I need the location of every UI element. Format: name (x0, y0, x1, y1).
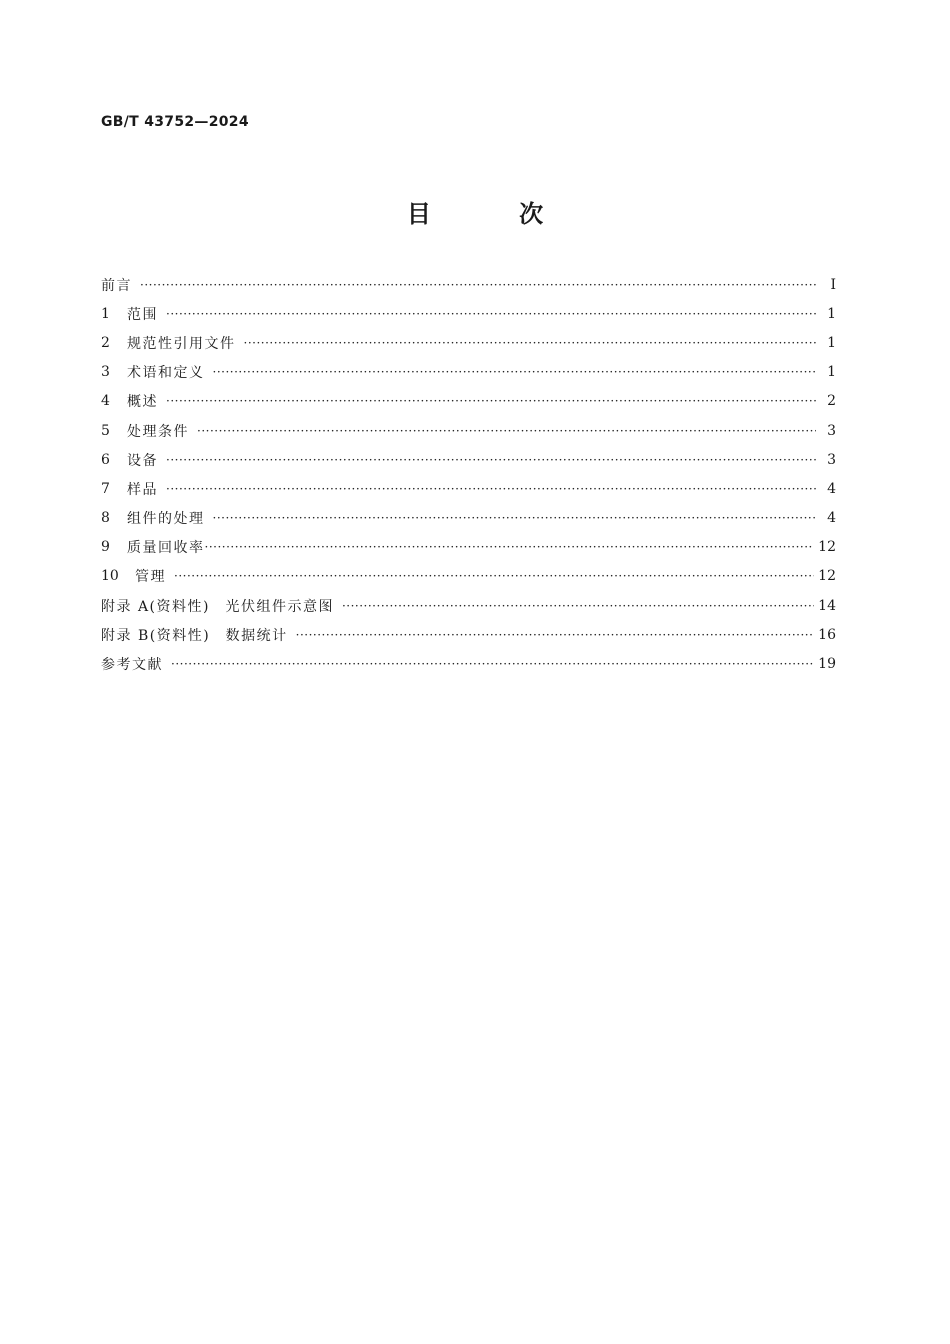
toc-page-number: 14 (818, 597, 836, 614)
toc-dot-leader (171, 657, 814, 671)
toc-dot-leader (213, 365, 817, 379)
toc-entry-number: 10 (101, 568, 119, 585)
toc-entry-label: 质量回收率 (127, 540, 205, 557)
toc-entry-annex-a[interactable] (101, 591, 836, 620)
toc-page-number: 2 (827, 393, 836, 410)
toc-entry-number: 8 (101, 510, 110, 527)
toc-dot-leader (166, 307, 816, 321)
toc-entry-label: 参考文献 (101, 657, 163, 674)
toc-entry-label: 术语和定义 (127, 365, 205, 382)
toc-entry-number: 5 (101, 422, 110, 439)
toc-entry-label: 组件的处理 (127, 511, 205, 528)
toc-entry-number: 4 (101, 393, 110, 410)
toc-entry-normative-references[interactable] (101, 328, 836, 357)
toc-entry-equipment[interactable] (101, 445, 836, 474)
toc-page-number: 3 (827, 422, 836, 439)
toc-entry-label: 范围 (127, 306, 158, 323)
toc-entry-label: 附录 B(资料性) 数据统计 (101, 627, 288, 644)
toc-entry-scope[interactable] (101, 299, 836, 328)
table-of-contents (101, 270, 836, 679)
toc-page-number: 4 (827, 510, 836, 527)
toc-dot-leader (213, 511, 817, 525)
toc-entry-label: 附录 A(资料性) 光伏组件示意图 (101, 598, 334, 615)
toc-dot-leader (166, 482, 816, 496)
toc-entry-label: 处理条件 (127, 423, 189, 440)
toc-dot-leader (205, 540, 815, 554)
toc-entry-number: 6 (101, 451, 110, 468)
toc-entry-number: 9 (101, 539, 110, 556)
toc-entry-number: 1 (101, 305, 110, 322)
toc-entry-bibliography[interactable] (101, 649, 836, 678)
toc-entry-annex-b[interactable] (101, 620, 836, 649)
toc-entry-label: 设备 (127, 452, 158, 469)
toc-page-number: 4 (827, 480, 836, 497)
toc-entry-number: 7 (101, 480, 110, 497)
toc-entry-label: 规范性引用文件 (127, 335, 236, 352)
toc-page-number: 1 (827, 334, 836, 351)
toc-entry-number: 2 (101, 334, 110, 351)
toc-entry-samples[interactable] (101, 474, 836, 503)
toc-page-number: 12 (818, 568, 836, 585)
toc-dot-leader (244, 336, 817, 350)
toc-entry-terms-definitions[interactable] (101, 358, 836, 387)
toc-entry-mass-recovery-rate[interactable] (101, 533, 836, 562)
toc-page-number: Ⅰ (830, 276, 836, 293)
page-title: 目 次 (406, 200, 584, 228)
toc-page-number: 1 (827, 305, 836, 322)
toc-dot-leader (342, 599, 814, 613)
toc-entry-foreword[interactable] (101, 270, 836, 299)
toc-dot-leader (197, 424, 816, 438)
toc-page-number: 16 (818, 626, 836, 643)
toc-page-number: 3 (827, 451, 836, 468)
toc-entry-label: 概述 (127, 394, 158, 411)
toc-page-number: 1 (827, 364, 836, 381)
toc-dot-leader (296, 628, 815, 642)
toc-page-number: 19 (818, 656, 836, 673)
standard-code: GB/T 43752—2024 (101, 114, 249, 130)
toc-dot-leader (174, 569, 814, 583)
toc-entry-module-processing[interactable] (101, 504, 836, 533)
toc-page-number: 12 (818, 539, 836, 556)
toc-entry-overview[interactable] (101, 387, 836, 416)
toc-entry-label: 样品 (127, 481, 158, 498)
toc-entry-label: 前言 (101, 277, 132, 294)
toc-entry-label: 管理 (135, 569, 166, 586)
toc-dot-leader (166, 453, 816, 467)
toc-dot-leader (166, 394, 816, 408)
toc-dot-leader (140, 278, 816, 292)
toc-entry-number: 3 (101, 364, 110, 381)
toc-entry-processing-conditions[interactable] (101, 416, 836, 445)
toc-entry-management[interactable] (101, 562, 836, 591)
